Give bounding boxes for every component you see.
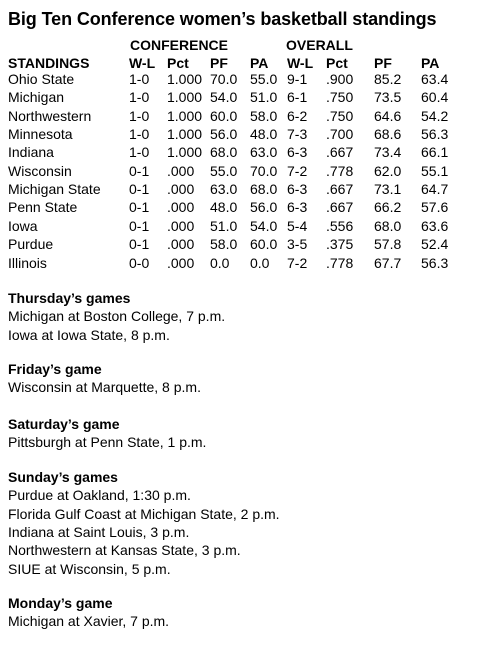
team-name: Illinois bbox=[8, 254, 47, 271]
cell-overall-pa: 63.4 bbox=[421, 71, 449, 87]
cell-overall-wl: 9-1 bbox=[287, 71, 308, 87]
cell-conf-pct: 1.000 bbox=[167, 107, 203, 124]
schedule-day-heading: Saturday’s game bbox=[8, 416, 120, 432]
cell-overall-pa: 60.4 bbox=[421, 89, 449, 106]
cell-overall-wl: 5-4 bbox=[287, 217, 308, 234]
cell-conf-pa: 60.0 bbox=[250, 236, 278, 253]
cell-overall-pa: 56.3 bbox=[421, 126, 449, 143]
cell-overall-pct: .778 bbox=[326, 162, 354, 179]
schedule-day-heading: Monday’s game bbox=[8, 595, 113, 611]
cell-overall-pf: 67.7 bbox=[374, 254, 402, 271]
team-name: Northwestern bbox=[8, 107, 92, 124]
cell-conf-pf: 60.0 bbox=[210, 107, 238, 124]
cell-conf-pf: 0.0 bbox=[210, 254, 230, 271]
game-item: Wisconsin at Marquette, 8 p.m. bbox=[8, 379, 201, 396]
cell-overall-pa: 52.4 bbox=[421, 236, 449, 253]
cell-conf-pa: 48.0 bbox=[250, 126, 278, 143]
cell-overall-pct: .700 bbox=[326, 126, 354, 143]
game-item: Pittsburgh at Penn State, 1 p.m. bbox=[8, 434, 207, 451]
cell-conf-pa: 51.0 bbox=[250, 89, 278, 106]
game-item: Northwestern at Kansas State, 3 p.m. bbox=[8, 542, 241, 559]
cell-conf-pct: .000 bbox=[167, 217, 195, 234]
cell-overall-pf: 73.1 bbox=[374, 181, 402, 198]
cell-conf-wl: 0-1 bbox=[129, 236, 150, 253]
cell-conf-pa: 54.0 bbox=[250, 217, 278, 234]
cell-conf-pct: 1.000 bbox=[167, 71, 203, 87]
cell-conf-wl: 1-0 bbox=[129, 144, 150, 161]
cell-conf-pf: 70.0 bbox=[210, 71, 238, 87]
cell-conf-pa: 56.0 bbox=[250, 199, 278, 216]
cell-overall-wl: 6-3 bbox=[287, 181, 308, 198]
cell-conf-pa: 55.0 bbox=[250, 71, 278, 87]
cell-overall-pct: .667 bbox=[326, 144, 354, 161]
column-header-team: STANDINGS bbox=[8, 55, 90, 71]
team-name: Indiana bbox=[8, 144, 54, 161]
game-item: SIUE at Wisconsin, 5 p.m. bbox=[8, 560, 171, 577]
column-header-overall-wl: W-L bbox=[287, 55, 314, 71]
cell-overall-pa: 66.1 bbox=[421, 144, 449, 161]
game-item: Indiana at Saint Louis, 3 p.m. bbox=[8, 523, 190, 540]
cell-conf-pct: 1.000 bbox=[167, 126, 203, 143]
cell-conf-pf: 48.0 bbox=[210, 199, 238, 216]
cell-overall-wl: 6-2 bbox=[287, 107, 308, 124]
cell-conf-wl: 0-1 bbox=[129, 162, 150, 179]
cell-overall-pct: .750 bbox=[326, 107, 354, 124]
column-header-conf-pf: PF bbox=[210, 55, 228, 71]
cell-conf-pa: 58.0 bbox=[250, 107, 278, 124]
cell-conf-pct: .000 bbox=[167, 236, 195, 253]
cell-conf-wl: 0-1 bbox=[129, 199, 150, 216]
cell-conf-pa: 0.0 bbox=[250, 254, 270, 271]
cell-overall-pa: 54.2 bbox=[421, 107, 449, 124]
cell-overall-wl: 6-3 bbox=[287, 199, 308, 216]
cell-overall-pf: 62.0 bbox=[374, 162, 402, 179]
cell-conf-pct: .000 bbox=[167, 181, 195, 198]
column-header-overall-pa: PA bbox=[421, 55, 440, 71]
cell-overall-pct: .667 bbox=[326, 181, 354, 198]
cell-overall-pct: .750 bbox=[326, 89, 354, 106]
cell-overall-pf: 73.5 bbox=[374, 89, 402, 106]
cell-conf-wl: 0-0 bbox=[129, 254, 150, 271]
cell-overall-pa: 57.6 bbox=[421, 199, 449, 216]
cell-overall-pf: 68.0 bbox=[374, 217, 402, 234]
cell-overall-wl: 6-3 bbox=[287, 144, 308, 161]
cell-conf-wl: 0-1 bbox=[129, 181, 150, 198]
cell-conf-pf: 54.0 bbox=[210, 89, 238, 106]
cell-overall-pf: 68.6 bbox=[374, 126, 402, 143]
team-name: Penn State bbox=[8, 199, 78, 216]
cell-overall-pa: 56.3 bbox=[421, 254, 449, 271]
cell-conf-pct: .000 bbox=[167, 199, 195, 216]
cell-conf-pa: 63.0 bbox=[250, 144, 278, 161]
cell-overall-pct: .556 bbox=[326, 217, 354, 234]
cell-conf-pf: 56.0 bbox=[210, 126, 238, 143]
page-title: Big Ten Conference women’s basketball standings bbox=[8, 9, 437, 29]
cell-conf-wl: 1-0 bbox=[129, 89, 150, 106]
cell-overall-pct: .667 bbox=[326, 199, 354, 216]
cell-conf-pf: 63.0 bbox=[210, 181, 238, 198]
schedule-day-heading: Thursday’s games bbox=[8, 290, 131, 306]
column-header-overall-pct: Pct bbox=[326, 55, 348, 71]
column-header-overall-pf: PF bbox=[374, 55, 392, 71]
cell-overall-pf: 85.2 bbox=[374, 71, 402, 87]
cell-conf-pf: 55.0 bbox=[210, 162, 238, 179]
cell-conf-pct: 1.000 bbox=[167, 144, 203, 161]
cell-overall-wl: 7-2 bbox=[287, 254, 308, 271]
game-item: Florida Gulf Coast at Michigan State, 2 p.m. bbox=[8, 505, 280, 522]
cell-overall-pct: .375 bbox=[326, 236, 354, 253]
schedule-day-heading: Friday’s game bbox=[8, 361, 102, 377]
cell-conf-wl: 1-0 bbox=[129, 107, 150, 124]
team-name: Ohio State bbox=[8, 71, 75, 87]
cell-conf-pf: 58.0 bbox=[210, 236, 238, 253]
cell-overall-pf: 66.2 bbox=[374, 199, 402, 216]
column-header-conf-wl: W-L bbox=[129, 55, 156, 71]
team-name: Minnesota bbox=[8, 126, 73, 143]
cell-conf-pct: 1.000 bbox=[167, 89, 203, 106]
cell-conf-pct: .000 bbox=[167, 162, 195, 179]
cell-conf-wl: 0-1 bbox=[129, 217, 150, 234]
game-item: Iowa at Iowa State, 8 p.m. bbox=[8, 326, 170, 343]
team-name: Iowa bbox=[8, 217, 38, 234]
cell-overall-wl: 7-3 bbox=[287, 126, 308, 143]
cell-overall-wl: 7-2 bbox=[287, 162, 308, 179]
overall-group-header: OVERALL bbox=[286, 37, 353, 53]
cell-conf-pct: .000 bbox=[167, 254, 195, 271]
cell-overall-wl: 6-1 bbox=[287, 89, 308, 106]
cell-conf-wl: 1-0 bbox=[129, 126, 150, 143]
cell-conf-pa: 70.0 bbox=[250, 162, 278, 179]
cell-overall-pa: 64.7 bbox=[421, 181, 449, 198]
cell-conf-pf: 51.0 bbox=[210, 217, 238, 234]
schedule-day-heading: Sunday’s games bbox=[8, 469, 118, 485]
team-name: Wisconsin bbox=[8, 162, 72, 179]
team-name: Purdue bbox=[8, 236, 54, 253]
cell-overall-pf: 64.6 bbox=[374, 107, 402, 124]
cell-overall-pct: .778 bbox=[326, 254, 354, 271]
cell-overall-pf: 57.8 bbox=[374, 236, 402, 253]
column-header-conf-pct: Pct bbox=[167, 55, 189, 71]
team-name: Michigan bbox=[8, 89, 65, 106]
team-name: Michigan State bbox=[8, 181, 101, 198]
cell-overall-pa: 55.1 bbox=[421, 162, 449, 179]
cell-overall-wl: 3-5 bbox=[287, 236, 308, 253]
cell-conf-wl: 1-0 bbox=[129, 71, 150, 87]
column-header-conf-pa: PA bbox=[250, 55, 269, 71]
conference-group-header: CONFERENCE bbox=[130, 37, 229, 53]
game-item: Michigan at Boston College, 7 p.m. bbox=[8, 308, 226, 325]
game-item: Purdue at Oakland, 1:30 p.m. bbox=[8, 487, 191, 504]
cell-conf-pf: 68.0 bbox=[210, 144, 238, 161]
cell-overall-pa: 63.6 bbox=[421, 217, 449, 234]
cell-conf-pa: 68.0 bbox=[250, 181, 278, 198]
cell-overall-pf: 73.4 bbox=[374, 144, 402, 161]
game-item: Michigan at Xavier, 7 p.m. bbox=[8, 613, 170, 630]
cell-overall-pct: .900 bbox=[326, 71, 354, 87]
